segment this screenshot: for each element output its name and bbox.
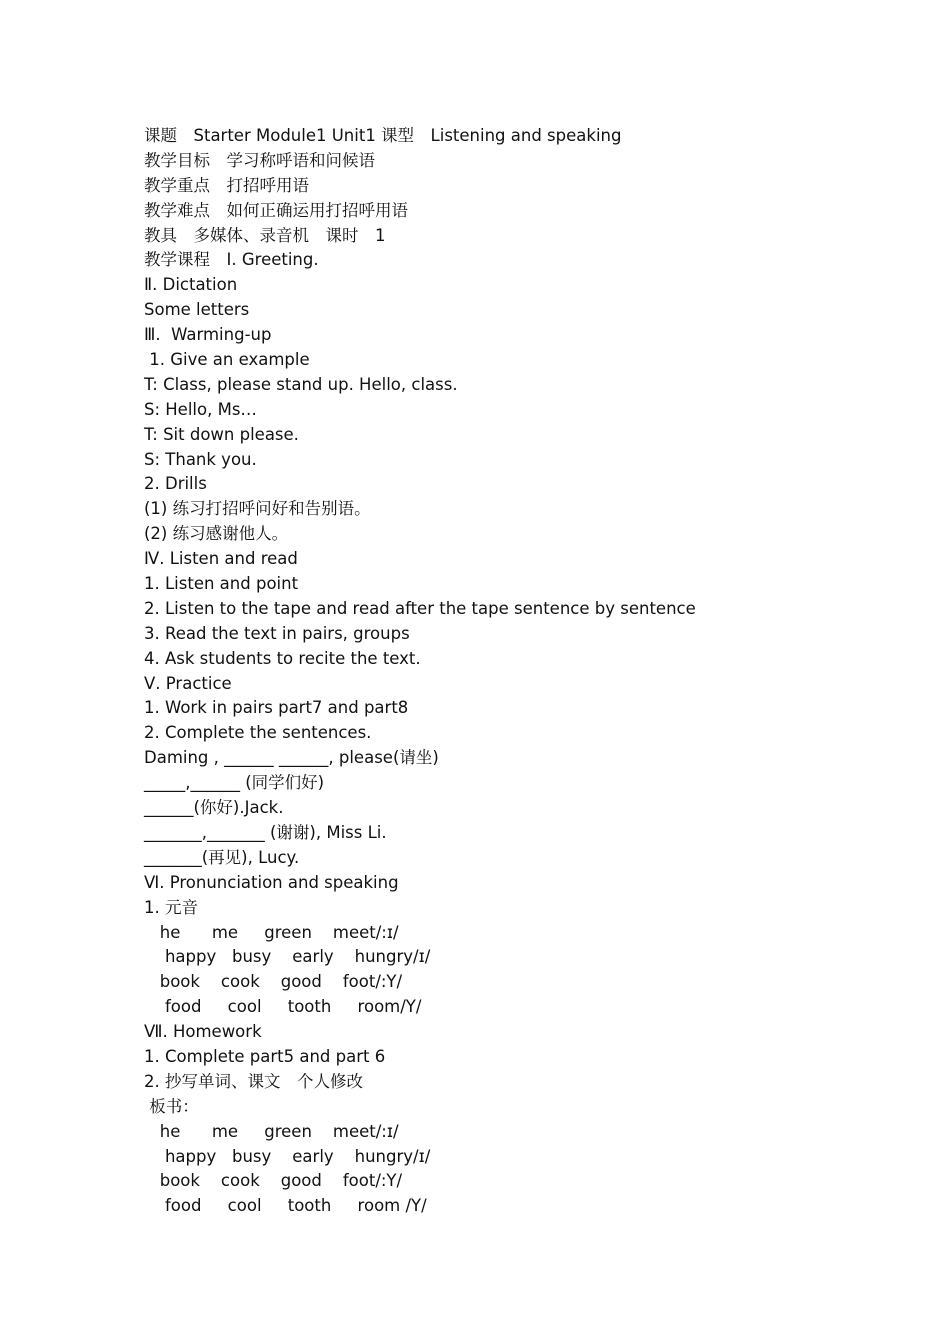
text-line: 1. 元音	[144, 897, 198, 917]
text-line: 4. Ask students to recite the text.	[144, 648, 421, 668]
text-line: ______(你好).Jack.	[144, 798, 284, 818]
text-line: Ⅱ. Dictation	[144, 275, 238, 295]
text-line: 2. Drills	[144, 474, 207, 494]
text-line: happy busy early hungry/ɪ/	[144, 947, 431, 967]
text-line: _______,_______ (谢谢), Miss Li.	[144, 822, 387, 842]
text-line: T: Sit down please.	[144, 424, 299, 444]
text-line: 板书：	[144, 1096, 199, 1116]
text-line: 教学重点 打招呼用语	[144, 175, 309, 195]
text-line: 3. Read the text in pairs, groups	[144, 623, 410, 643]
text-line: 1. Listen and point	[144, 574, 299, 594]
text-line: Ⅶ. Homework	[144, 1022, 262, 1042]
text-line: 1. Work in pairs part7 and part8	[144, 698, 409, 718]
text-line: 课题 Starter Module1 Unit1 课型 Listening and speaking	[144, 126, 622, 145]
text-line: S: Hello, Ms…	[144, 399, 257, 419]
text-line: (2) 练习感谢他人。	[144, 524, 289, 544]
text-line: 教具 多媒体、录音机 课时 1	[144, 225, 386, 245]
text-line: food cool tooth room /Y/	[144, 1196, 427, 1216]
text-line: 教学课程 Ⅰ. Greeting.	[144, 250, 319, 270]
text-line: 2. Complete the sentences.	[144, 723, 372, 743]
text-line: (1) 练习打招呼问好和告别语。	[144, 499, 371, 519]
text-line: Some letters	[144, 300, 250, 320]
text-line: Ⅳ. Listen and read	[144, 549, 298, 569]
text-line: book cook good foot/:Y/	[144, 972, 403, 992]
text-line: 教学难点 如何正确运用打招呼用语	[144, 200, 408, 220]
text-line: Ⅴ. Practice	[144, 673, 232, 693]
text-line: Daming , ______ ______, please(请坐)	[144, 748, 439, 768]
text-line: happy busy early hungry/ɪ/	[144, 1146, 431, 1166]
text-line: Ⅲ. Warming-up	[144, 325, 272, 345]
text-line: _______(再见), Lucy.	[144, 847, 300, 867]
text-line: _____,______ (同学们好)	[144, 773, 325, 793]
text-line: 1. Give an example	[144, 350, 310, 370]
text-line: 2. 抄写单词、课文 个人修改	[144, 1071, 363, 1091]
text-line: Ⅵ. Pronunciation and speaking	[144, 872, 399, 892]
text-line: he me green meet/:ɪ/	[144, 1121, 399, 1141]
text-line: food cool tooth room/Y/	[144, 997, 422, 1017]
text-line: 2. Listen to the tape and read after the tape sentence by sentence	[144, 598, 696, 618]
document-body	[144, 124, 904, 1219]
text-line: T: Class, please stand up. Hello, class.	[144, 374, 458, 394]
text-line: S: Thank you.	[144, 449, 257, 469]
text-line: book cook good foot/:Y/	[144, 1171, 403, 1191]
text-line: 1. Complete part5 and part 6	[144, 1046, 386, 1066]
text-line: 教学目标 学习称呼语和问候语	[144, 150, 375, 170]
text-line: he me green meet/:ɪ/	[144, 922, 399, 942]
